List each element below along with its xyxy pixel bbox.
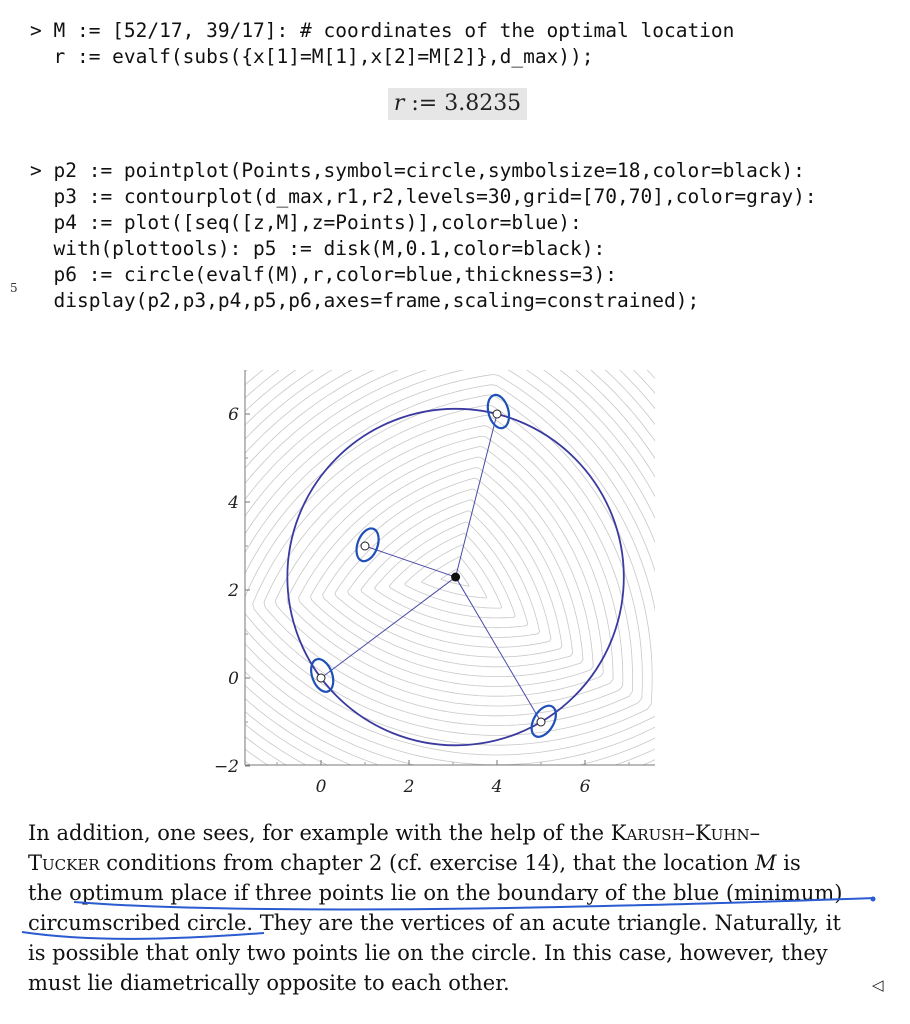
y-tick-label: 2 [228,581,239,601]
paragraph-line [28,818,888,848]
contour-line [311,468,584,677]
data-point [317,674,325,682]
data-point [493,410,501,418]
end-of-example-mark: ◁ [872,976,884,994]
contour-lines [93,360,780,810]
y-tick-label: −2 [213,757,239,777]
text: In addition, one sees, for example with the help of the [28,821,611,845]
x-tick-label: 0 [315,777,327,797]
contour-plot [0,360,910,810]
code-line: p3 := contourplot(d_max,r1,r2,levels=30,grid=[70,70],color=gray): [30,185,817,208]
paragraph-line: the optimum place if three points lie on the boundary of the blue (minimum) [28,881,843,905]
contour-line [177,360,702,794]
x-axis-ticks [277,760,629,797]
y-tick-label: 6 [228,405,239,425]
contour-line [187,360,691,784]
contour-line [287,447,603,697]
data-point [361,542,369,550]
contour-line [93,360,780,810]
author-name: Tucker [28,851,100,875]
code-line: display(p2,p3,p4,p5,p6,axes=frame,scaling=constrained); [30,289,700,312]
spoke-line [365,546,456,577]
optimal-location-disk [451,573,460,582]
optimal-location-point [451,573,460,582]
code-line: > p2 := pointplot(Points,symbol=circle,symbolsize=18,color=black): [30,159,805,182]
code-line: r := evalf(subs({x[1]=M[1],x[2]=M[2]},d_max)); [30,45,594,68]
paragraph-line: is possible that only two points lie on the circle. In this case, however, they [28,941,828,965]
maple-code-block-2 [0,0,910,312]
result-value: 3.8235 [444,91,522,116]
contour-line [114,360,760,810]
code-line: with(plottools): p5 := disk(M,0.1,color=black): [30,237,606,260]
paragraph-line: must lie diametrically opposite to each other. [28,971,510,995]
y-tick-label: 4 [228,493,239,513]
body-paragraph [28,818,888,998]
y-tick-label: 0 [228,669,239,689]
code-line: p4 := plot([seq([z,M],z=Points)],color=blue): [30,211,582,234]
result-operator: := [411,91,438,116]
spoke-line [456,414,497,577]
contour-line [103,360,769,810]
line-number: 5 [10,281,18,295]
contour-line [361,511,540,638]
x-tick-label: 6 [579,777,591,797]
text: is [776,851,801,875]
result-variable: r [393,91,405,116]
contour-line [124,360,750,810]
code-line: p6 := circle(evalf(M),r,color=blue,thickness=3): [30,263,617,286]
contour-line [242,405,643,735]
x-tick-label: 2 [403,777,415,797]
paragraph-line: circumscribed circle. They are the vertices of an acute triangle. Naturally, it [28,911,841,935]
contour-line [198,364,682,774]
code-line: > M := [52/17, 39/17]: # coordinates of the optimal location [30,19,735,42]
contour-line [253,415,633,725]
spoke-line [321,577,456,678]
plot-axes [245,370,655,765]
x-tick-label: 4 [491,777,503,797]
contour-line [166,360,711,804]
data-point [537,718,545,726]
paragraph-line [28,848,888,878]
math-variable: M [755,851,777,875]
text: conditions from chapter 2 (cf. exercise 14), that the location [99,851,756,875]
author-name: Karush–Kuhn– [610,821,761,845]
